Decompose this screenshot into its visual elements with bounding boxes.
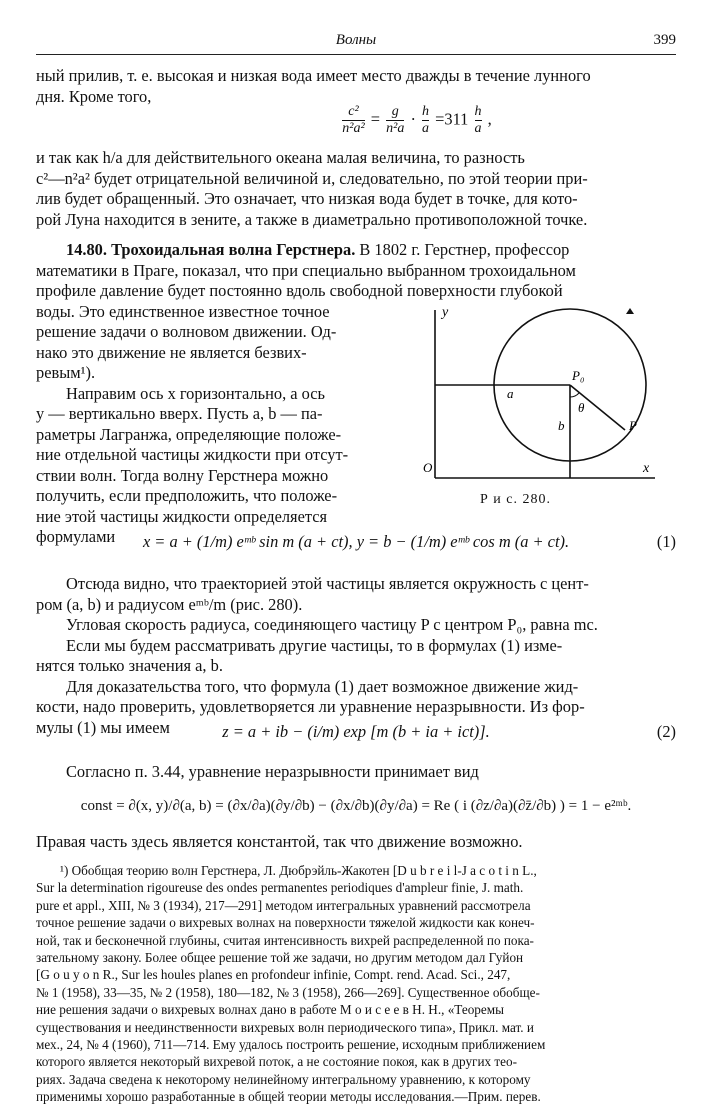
section-title: Трохоидальная волна Герстнера. [111,240,356,259]
formula-text: z = a + ib − (i/m) exp [m (b + ia + ict)]. [222,722,490,741]
text-line: y — вертикально вверх. Пусть a, b — па- [36,404,323,423]
formula-tide: $\frac{\text{c²}}{\text{n²a²}}$ = $\frac{g}{\text{n²a}}$ · $\frac{h}{a}$ =311 $\frac{h}{a}$ , [342,104,492,136]
formula-text: const = ∂(x, y)/∂(a, b) = (∂x/∂a)(∂y/∂b) − (∂x/∂b)(∂y/∂a) = Re ( i (∂z/∂a)(∂z̄/∂b) ) = 1 − e²ᵐᵇ. [80,798,632,814]
label-a: a [507,386,514,401]
text-line: нятся только значения a, b. [36,656,223,675]
text-line: воды. Это единственное известное точное [36,301,330,321]
footnote-line: [G o u y o n R., Sur les houles planes en profondeur infinie, Compt. rend. Acad. Sci., 247, [36,967,511,983]
footnote [36,862,676,1106]
paragraph-4 [36,762,676,783]
formula-text: x = a + (1/m) eᵐᵇ sin m (a + ct), y = b − (1/m) eᵐᵇ cos m (a + ct). [142,532,570,551]
text-line: нако это движение не является безвих- [36,342,307,362]
text-line: математики в Праге, показал, что при специально выбранном трохоидальном [36,260,576,280]
paragraph-3 [36,574,676,738]
text-line: лив будет обращенный. Это означает, что низкая вода будет в точке, для кото- [36,189,578,208]
section-number: 14.80. [66,240,107,259]
text-line: Для доказательства того, что формула (1) дает возможное движение жид- [66,676,579,696]
footnote-line: ной, так и бесконечной глубины, считая интенсивность вихрей распределенной по пока- [36,932,534,948]
footnote-line: ние решения задачи о вихревых волнах дано в работе М о и с е е в Н. Н., «Теоремы [36,1002,504,1018]
formula-continuity [36,796,676,817]
text-line: Если мы будем рассматривать другие частицы, то в формулах (1) изме- [66,635,563,655]
footnote-line: риях. Задача сведена к некоторому нелинейному интегральному уравнению, к которому [36,1071,531,1087]
label-p0: P₀ [572,368,585,383]
text-line: Правая часть здесь является константой, так что движение возможно. [36,832,523,851]
text-line: решение задачи о волновом движении. Од- [36,322,337,341]
text-line: ревым¹). [36,363,96,382]
label-y: y [442,305,449,320]
paragraph-1 [36,66,676,107]
text-line: профиле давление будет постоянно вдоль свободной поверхности глубокой [36,281,563,300]
text-line: Отсюда видно, что траекторией этой частицы является окружность с цент- [66,574,589,593]
footnote-line: Sur la determination rigoureuse des ondes permanentes periodiques d'ampleur finie, J. math. [36,880,524,896]
text-line: рой Луна находится в зените, а также в диаметрально противоположной точке. [36,209,588,229]
text-line: Угловая скорость радиуса, соединяющего частицу P с центром P₀, равна mc. [66,615,598,634]
footnote-line: точное решение задачи о вихревых волнах на поверхности тяжелой жидкости как конеч- [36,915,535,931]
text-line: мулы (1) мы имеем [36,717,170,737]
fraction: $\frac{h}{a}$ [474,104,482,136]
theta-arc [570,393,579,397]
text-line: В 1802 г. Герстнер, профессор [359,240,570,259]
section-heading-line [36,240,676,261]
footnote-line: мех., 24, № 4 (1960), 711—714. Ему удалось построить решение, исходным приближением [36,1037,546,1053]
page-number: 399 [653,32,676,48]
text-line: и так как h/a для действительного океана малая величина, то разность [36,148,525,167]
formula-gerstner [36,532,676,553]
label-p: P [629,418,637,433]
text-line: Направим ось x горизонтально, а ось [66,383,326,403]
running-header [36,30,676,55]
fraction: $\frac{\text{c²}}{\text{n²a²}}$ [342,104,365,136]
text-line: ный прилив, т. е. высокая и низкая вода имеет место дважды в течение лунного [36,66,591,85]
figure-caption: Р и с. 280. [480,492,551,507]
text-line: ние этой частицы жидкости определяется [36,506,328,526]
header-title: Волны [335,32,377,48]
text-line: кости, надо проверить, удовлетворяется ли уравнение неразрывности. Из фор- [36,697,585,716]
fraction: $\frac{g}{\text{n²a}}$ [386,104,405,136]
paragraph-5 [36,832,676,853]
label-o: O [423,460,433,475]
footnote-line: которого является некоторый вихревой поток, а не состояние покоя, как в других тео- [36,1054,517,1070]
footnote-line: pure et appl., XIII, № 3 (1934), 217—291] методом интегральных уравнений рассмотрела [36,897,531,913]
label-b: b [558,418,565,433]
formula-complex [36,722,676,743]
coefficient: =311 [435,109,469,129]
text-line: получить, если предположить, что положе- [36,486,338,505]
direction-arrow-icon [626,308,634,314]
text-line: формулами [36,527,116,546]
text-line: раметры Лагранжа, определяющие положе- [36,424,342,444]
text-line: c²—n²a² будет отрицательной величиной и, следовательно, по этой теории при- [36,168,588,188]
text-line: дня. Кроме того, [36,86,152,106]
text-line: ром (a, b) и радиусом eᵐᵇ/m (рис. 280). [36,594,303,614]
text-line: ствии волн. Тогда волну Герстнера можно [36,465,329,485]
footnote-line: ¹) Обобщая теорию волн Герстнера, Л. Дюбрэйль-Жакотен [D u b r e i l-J a c o t i n L., [60,863,537,878]
label-x: x [643,461,650,476]
footnote-line: применимы хорошо разработанные в общей теории методы исследования.—Прим. перев. [36,1089,541,1105]
footnote-line: № 1 (1958), 33—35, № 2 (1958), 180—182, № 3 (1958), 266—269]. Существенное обобще- [36,984,540,1000]
text-line: Согласно п. 3.44, уравнение неразрывности принимает вид [66,762,479,781]
footnote-line: зательному закону. Более общее решение той же задачи, но другим методом дал Гуйон [36,950,524,966]
equation-number: (2) [656,722,676,741]
text-line: ние отдельной частицы жидкости при отсут- [36,445,349,464]
equation-number: (1) [656,532,676,551]
footnote-line: существования и неединственности вихревых волн периодического типа», Прикл. мат. и [36,1019,534,1035]
fraction: $\frac{h}{a}$ [422,104,430,136]
paragraph-2 [36,148,676,230]
label-theta: θ [578,400,585,415]
figure-280 [415,300,675,490]
